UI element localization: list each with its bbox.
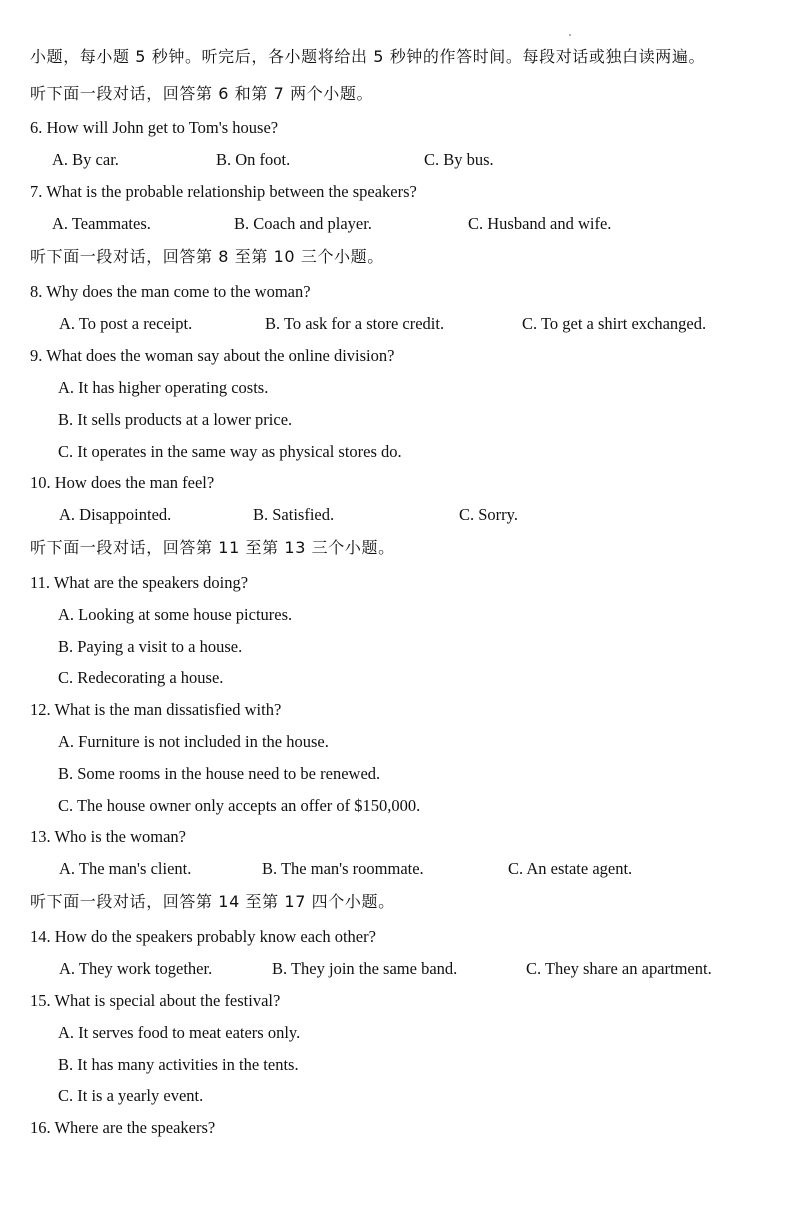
question-10: 10. How does the man feel? <box>30 473 215 492</box>
option-b: B. They join the same band. <box>272 959 458 978</box>
question-14: 14. How do the speakers probably know each other? <box>30 927 376 946</box>
section-header: 听下面一段对话，回答第 11 至第 13 三个小题。 <box>30 538 395 557</box>
option-b: B. Some rooms in the house need to be renewed. <box>58 764 381 783</box>
option-a: A. Looking at some house pictures. <box>58 605 293 624</box>
question-13-options <box>0 854 800 884</box>
option-b: B. To ask for a store credit. <box>265 314 445 333</box>
question-14-options <box>0 954 800 984</box>
question-11: 11. What are the speakers doing? <box>30 573 249 592</box>
question-15: 15. What is special about the festival? <box>30 991 281 1010</box>
question-13: 13. Who is the woman? <box>30 827 186 846</box>
option-a: A. They work together. <box>59 959 213 978</box>
option-c: C. Husband and wife. <box>468 214 612 233</box>
option-b: B. It has many activities in the tents. <box>58 1055 299 1074</box>
question-8: 8. Why does the man come to the woman? <box>30 282 311 301</box>
scan-speck <box>569 34 571 36</box>
question-8-options <box>0 309 800 339</box>
section-header: 听下面一段对话，回答第 14 至第 17 四个小题。 <box>30 892 395 911</box>
option-c: C. The house owner only accepts an offer of $150,000. <box>58 796 421 815</box>
question-6: 6. How will John get to Tom's house? <box>30 118 279 137</box>
option-b: B. The man's roommate. <box>262 859 424 878</box>
option-a: A. Disappointed. <box>59 505 172 524</box>
question-16: 16. Where are the speakers? <box>30 1118 216 1137</box>
option-a: A. It serves food to meat eaters only. <box>58 1023 301 1042</box>
option-a: A. Teammates. <box>52 214 151 233</box>
option-a: A. It has higher operating costs. <box>58 378 269 397</box>
option-b: B. Paying a visit to a house. <box>58 637 243 656</box>
option-c: C. It operates in the same way as physical stores do. <box>58 442 402 461</box>
option-b: B. On foot. <box>216 150 291 169</box>
intro-line: 小题，每小题 5 秒钟。听完后，各小题将给出 5 秒钟的作答时间。每段对话或独白读两遍。 <box>30 47 706 66</box>
option-b: B. Satisfied. <box>253 505 335 524</box>
option-c: C. Redecorating a house. <box>58 668 224 687</box>
option-b: B. Coach and player. <box>234 214 372 233</box>
option-a: A. By car. <box>52 150 119 169</box>
option-c: C. To get a shirt exchanged. <box>522 314 707 333</box>
question-7-options <box>0 209 800 239</box>
question-9: 9. What does the woman say about the online division? <box>30 346 395 365</box>
option-a: A. The man's client. <box>59 859 192 878</box>
section-header: 听下面一段对话，回答第 8 至第 10 三个小题。 <box>30 247 384 266</box>
option-c: C. They share an apartment. <box>526 959 712 978</box>
option-a: A. To post a receipt. <box>59 314 193 333</box>
option-a: A. Furniture is not included in the house. <box>58 732 329 751</box>
option-c: C. An estate agent. <box>508 859 633 878</box>
option-b: B. It sells products at a lower price. <box>58 410 293 429</box>
option-c: C. Sorry. <box>459 505 518 524</box>
option-c: C. It is a yearly event. <box>58 1086 204 1105</box>
question-12: 12. What is the man dissatisfied with? <box>30 700 282 719</box>
question-10-options <box>0 500 800 530</box>
question-6-options <box>0 145 800 175</box>
section-header: 听下面一段对话，回答第 6 和第 7 两个小题。 <box>30 84 374 103</box>
question-7: 7. What is the probable relationship between the speakers? <box>30 182 417 201</box>
option-c: C. By bus. <box>424 150 494 169</box>
